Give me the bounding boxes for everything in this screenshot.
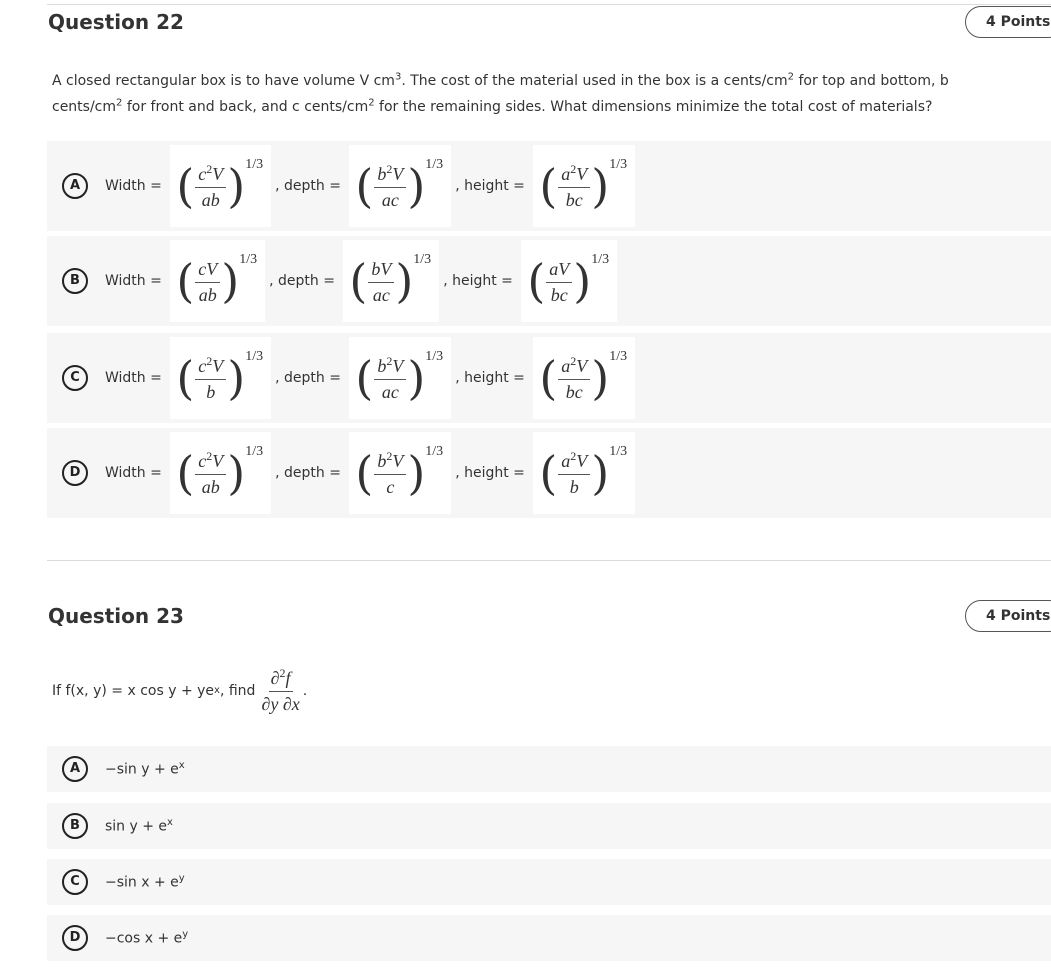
open-paren: ( — [176, 351, 195, 405]
height-fraction: $\frac{aV}{bc}$ — [545, 257, 573, 306]
width-label: Width = — [105, 178, 167, 194]
question-23-title: Question 23 — [48, 604, 184, 628]
depth-label: , depth = — [275, 370, 346, 386]
exponent: 1/3 — [425, 444, 444, 459]
close-paren: ) — [221, 254, 240, 308]
exponent: 1/3 — [591, 252, 610, 267]
depth-fraction: $\frac{b^2V}{ac}$ — [373, 354, 407, 403]
width-label: Width = — [105, 370, 167, 386]
width-formula — [170, 145, 271, 227]
depth-formula — [349, 337, 451, 419]
open-paren: ( — [355, 159, 374, 213]
close-paren: ) — [407, 351, 426, 405]
height-label: , height = — [443, 273, 518, 289]
q23-option-d[interactable] — [47, 915, 1051, 961]
height-formula — [533, 432, 635, 514]
close-paren: ) — [591, 446, 610, 500]
open-paren: ( — [527, 254, 546, 308]
open-paren: ( — [539, 351, 558, 405]
close-paren: ) — [591, 159, 610, 213]
width-formula — [170, 240, 265, 322]
depth-formula — [343, 240, 439, 322]
q23-option-b[interactable] — [47, 803, 1051, 849]
depth-label: , depth = — [275, 465, 346, 481]
option-letter-badge[interactable]: A — [62, 756, 88, 782]
option-text: $\sin y + e^x$ — [105, 817, 173, 835]
q22-option-d[interactable] — [47, 428, 1051, 518]
close-paren: ) — [407, 446, 426, 500]
depth-label: , depth = — [269, 273, 340, 289]
width-fraction: $\frac{c^2V}{ab}$ — [194, 449, 227, 498]
height-formula — [521, 240, 617, 322]
width-fraction: $\frac{cV}{ab}$ — [194, 257, 221, 306]
open-paren: ( — [176, 159, 195, 213]
width-label: Width = — [105, 273, 167, 289]
open-paren: ( — [349, 254, 368, 308]
width-formula — [170, 432, 271, 514]
height-fraction: $\frac{a^2V}{bc}$ — [557, 354, 591, 403]
option-text: −sin $x + e^y$ — [105, 873, 185, 891]
close-paren: ) — [591, 351, 610, 405]
question-23-prompt: If f(x, y) = x cos y + ye x , find $\frac{\partial^2f}{\partial y \partial x}$ . — [52, 666, 308, 714]
height-label: , height = — [455, 465, 530, 481]
depth-label: , depth = — [275, 178, 346, 194]
width-fraction: $\frac{c^2V}{b}$ — [194, 354, 227, 403]
exponent: 1/3 — [609, 349, 628, 364]
depth-fraction: $\frac{b^2V}{ac}$ — [373, 162, 407, 211]
q23-option-c[interactable] — [47, 859, 1051, 905]
close-paren: ) — [395, 254, 414, 308]
exponent: 1/3 — [245, 349, 264, 364]
q22-option-b[interactable] — [47, 236, 1051, 326]
exponent: 1/3 — [425, 349, 444, 364]
depth-fraction: $\frac{bV}{ac}$ — [367, 257, 395, 306]
q22-option-a[interactable] — [47, 141, 1051, 231]
exponent: 1/3 — [245, 444, 264, 459]
close-paren: ) — [227, 446, 246, 500]
open-paren: ( — [539, 446, 558, 500]
width-fraction: $\frac{c^2V}{ab}$ — [194, 162, 227, 211]
close-paren: ) — [227, 159, 246, 213]
option-letter-badge[interactable]: C — [62, 365, 88, 391]
top-divider — [47, 4, 1051, 5]
depth-formula — [349, 432, 451, 514]
height-label: , height = — [455, 178, 530, 194]
q22-option-c[interactable] — [47, 333, 1051, 423]
option-letter-badge[interactable]: B — [62, 813, 88, 839]
height-formula — [533, 145, 635, 227]
height-fraction: $\frac{a^2V}{b}$ — [557, 449, 591, 498]
open-paren: ( — [355, 351, 374, 405]
question-22-points-badge: 4 Points — [965, 6, 1051, 38]
question-divider — [47, 560, 1051, 561]
close-paren: ) — [573, 254, 592, 308]
question-22-prompt: A closed rectangular box is to have volume V $cm^3$. The cost of the material used in the box is a cents/$cm^2$ for top and bottom, b cents/$cm^2$ for front and back, and c cents/$cm^2$ for the remaining sides. What dimensions minimize the total cost of materials? — [52, 71, 949, 115]
option-letter-badge[interactable]: A — [62, 173, 88, 199]
option-text: −sin $y + e^x$ — [105, 760, 185, 778]
option-text: −cos $x + e^y$ — [105, 929, 189, 947]
close-paren: ) — [227, 351, 246, 405]
depth-fraction: $\frac{b^2V}{c}$ — [373, 449, 407, 498]
depth-formula — [349, 145, 451, 227]
width-label: Width = — [105, 465, 167, 481]
question-22-title: Question 22 — [48, 10, 184, 34]
height-formula — [533, 337, 635, 419]
exponent: 1/3 — [413, 252, 432, 267]
open-paren: ( — [355, 446, 374, 500]
option-letter-badge[interactable]: B — [62, 268, 88, 294]
close-paren: ) — [407, 159, 426, 213]
option-letter-badge[interactable]: D — [62, 925, 88, 951]
open-paren: ( — [176, 254, 195, 308]
option-letter-badge[interactable]: D — [62, 460, 88, 486]
exponent: 1/3 — [245, 157, 264, 172]
exponent: 1/3 — [239, 252, 258, 267]
question-23-points-badge: 4 Points — [965, 600, 1051, 632]
exponent: 1/3 — [609, 157, 628, 172]
height-fraction: $\frac{a^2V}{bc}$ — [557, 162, 591, 211]
exponent: 1/3 — [425, 157, 444, 172]
height-label: , height = — [455, 370, 530, 386]
partial-derivative-fraction: $\frac{\partial^2f}{\partial y \partial x}$ — [261, 666, 300, 714]
width-formula — [170, 337, 271, 419]
open-paren: ( — [539, 159, 558, 213]
exponent: 1/3 — [609, 444, 628, 459]
option-letter-badge[interactable]: C — [62, 869, 88, 895]
open-paren: ( — [176, 446, 195, 500]
q23-option-a[interactable] — [47, 746, 1051, 792]
